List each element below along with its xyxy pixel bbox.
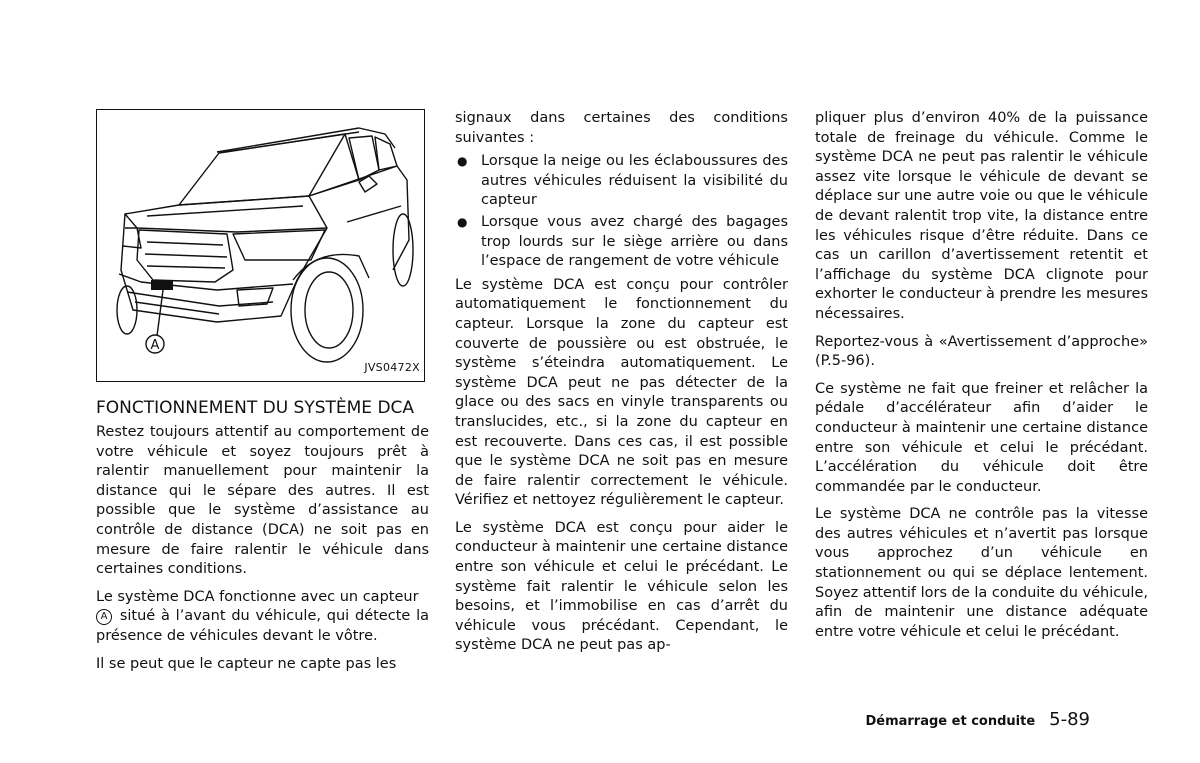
page-footer (865, 709, 1090, 730)
bullet-list (455, 152, 788, 272)
paragraph-sensor (96, 588, 429, 647)
list-item: ● Lorsque vous avez chargé des bagages trop lourds sur le siège arrière ou dans l’espace de rangement de votre véhicule (457, 213, 788, 270)
column-2 (455, 109, 788, 664)
suv-front-view-drawing (97, 110, 424, 381)
paragraph: Le système DCA est conçu pour aider le conducteur à maintenir une certaine distance entre son véhicule et celui le précédant. Le système fait ralentir le véhicule selon les besoins, et l’immobilise en cas d’arrêt du véhicule vous précédant. Cependant, le système DCA ne peut pas ap- (455, 519, 788, 654)
callout-a-marker: A (96, 609, 112, 625)
callout-a-label: A (150, 338, 160, 353)
paragraph: Il se peut que le capteur ne capte pas les (96, 655, 397, 672)
vehicle-illustration (96, 109, 425, 382)
paragraph: Restez toujours attentif au comportement de votre véhicule et soyez toujours prêt à ralentir manuellement pour maintenir la distance qui le sépare des autres. Il est possible que le système d’assistance au contrôle de distance (DCA) ne soit pas en mesure de faire ralentir le véhicule dans certaines conditions. (96, 424, 429, 578)
paragraph-text: situé à l’avant du véhicule, qui détecte la présence de véhicules devant le vôtre. (96, 608, 430, 644)
section-heading: FONCTIONNEMENT DU SYSTÈME DCA (96, 398, 415, 418)
section-name: Démarrage et conduite (865, 714, 1036, 729)
paragraph-reference: Reportez-vous à «Avertissement d’approche» (P.5-96). (815, 333, 1148, 370)
paragraph: Le système DCA ne contrôle pas la vitesse des autres véhicules et n’avertit pas lorsque vous approchez d’un véhicule en stationnement ou qui se déplace lentement. Soyez attentif lors de la conduite du véhicule, afin de maintenir une distance adéquate entre votre véhicule et celui le précédant. (815, 506, 1148, 640)
paragraph: pliquer plus d’environ 40% de la puissance totale de freinage du véhicule. Comme le système DCA ne peut pas ralentir le véhicule assez vite lorsque le véhicule de devant se déplace sur une autre voie ou que le véhicule de devant ralentit trop vite, la distance entre les véhicules risque d’être réduite. Dans ce cas un carillon d’avertissement retentit et l’affichage du système DCA clignote pour exhorter le conducteur à prendre les mesures nécessaires. (815, 110, 1148, 322)
bullet-icon: ● (457, 154, 468, 169)
bullet-icon: ● (457, 214, 468, 229)
paragraph-text: Le système DCA fonctionne avec un capteur (96, 588, 419, 605)
list-item: ● Lorsque la neige ou les éclaboussures des autres véhicules réduisent la visibilité du capteur (457, 153, 788, 209)
paragraph: Ce système ne fait que freiner et relâcher la pédale d’accélérateur afin d’aider le conducteur à maintenir une certaine distance entre son véhicule et celui le précédant. L’accélération du véhicule doit être commandée par le conducteur. (815, 380, 1148, 495)
paragraph: Le système DCA est conçu pour contrôler automatiquement le fonctionnement du capteur. Lorsque la zone du capteur est couverte de poussière ou est obstruée, le système s’éteindra automatiquement. Le système DCA peut ne pas détecter de la glace ou des sacs en vinyle transparents ou translucides, etc., si la zone du capteur en est recouverte. Dans ces cas, il est possible que le système DCA ne soit pas en mesure de faire ralentir correctement le véhicule. Vérifiez et nettoyez régulièrement le capteur. (455, 276, 788, 509)
column-3 (815, 109, 1148, 650)
paragraph: signaux dans certaines des conditions suivantes : (455, 110, 788, 146)
page-number: 5-89 (1049, 709, 1090, 730)
column-1 (96, 109, 429, 682)
figure-code: JVS0472X (364, 361, 420, 375)
